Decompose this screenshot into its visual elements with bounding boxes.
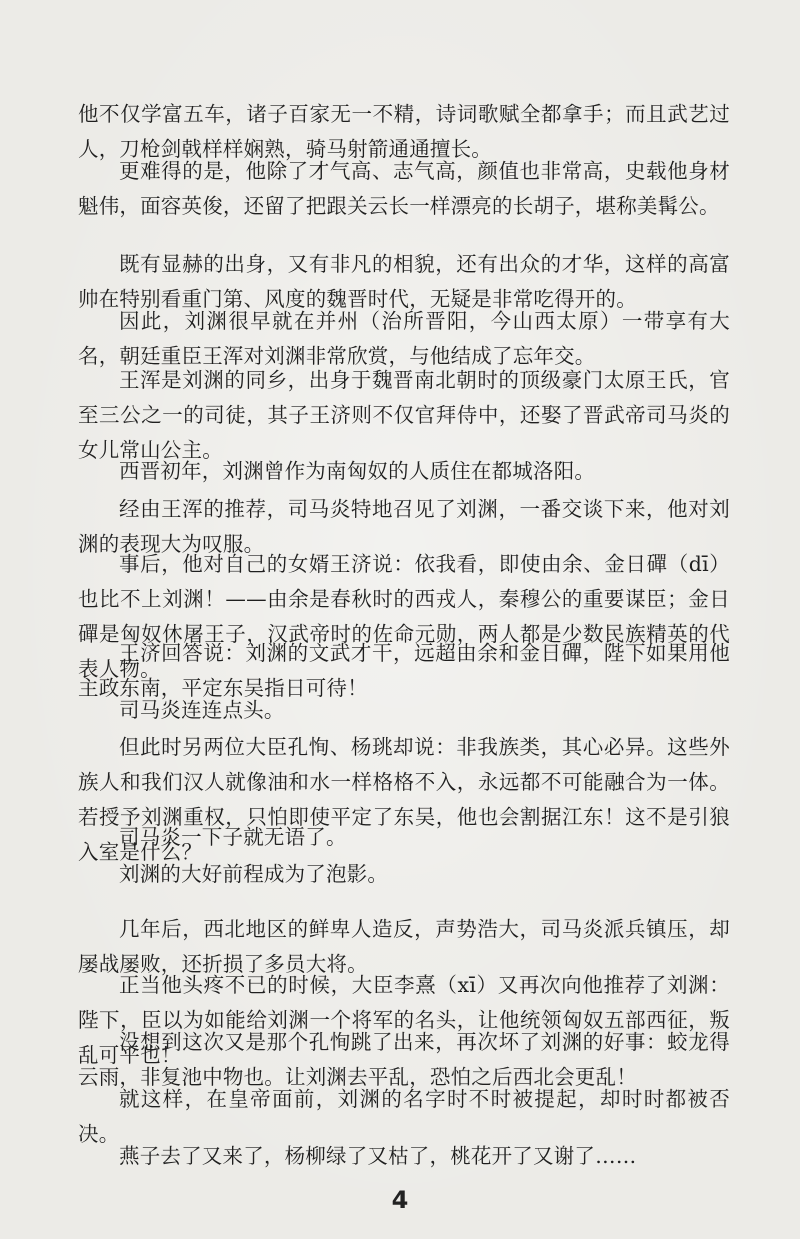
paragraph-text: 事后，他对自己的女婿王济说：依我看，即使由余、金日磾（dī）也比不上刘渊！——由余是春秋时的西戎人，秦穆公的重要谋臣；金日磾是匈奴休屠王子，汉武帝时的佐命元勋，两人都是少数民族精英的代表人物。 xyxy=(78,552,730,681)
paragraph-text: 更难得的是，他除了才气高、志气高，颜值也非常高，史载他身材魁伟，面容英俊，还留了把跟关云长一样漂亮的长胡子，堪称美髯公。 xyxy=(78,159,730,218)
paragraph-text: 刘渊的大好前程成为了泡影。 xyxy=(119,862,389,886)
page-number: 4 xyxy=(391,1186,409,1214)
paragraph-text: 西晋初年，刘渊曾作为南匈奴的人质住在都城洛阳。 xyxy=(119,459,596,483)
paragraph-text: 正当他头疼不已的时候，大臣李熹（xī）又再次向他推荐了刘渊：陛下，臣以为如能给刘渊一个将军的名头，让他统领匈奴五部西征，叛乱可平也！ xyxy=(78,973,730,1067)
paragraph-text: 既有显赫的出身，又有非凡的相貌，还有出众的才华，这样的高富帅在特别看重门第、风度的魏晋时代，无疑是非常吃得开的。 xyxy=(78,252,730,311)
paragraph-text: 没想到这次又是那个孔恂跳了出来，再次坏了刘渊的好事：蛟龙得云雨，非复池中物也。让刘渊去平乱，恐怕之后西北会更乱！ xyxy=(78,1030,730,1089)
paragraph-text: 就这样，在皇帝面前，刘渊的名字时不时被提起，却时时都被否决。 xyxy=(78,1087,730,1146)
paragraph-text: 但此时另两位大臣孔恂、杨珧却说：非我族类，其心必异。这些外族人和我们汉人就像油和水一样格格不入，永远都不可能融合为一体。若授予刘渊重权，只怕即使平定了东吴，他也会割据江东！这不是引狼入室是什么？ xyxy=(78,735,730,864)
paragraph-text: 王济回答说：刘渊的文武才干，远超由余和金日磾，陛下如果用他主政东南，平定东吴指日可待！ xyxy=(78,641,730,700)
paragraph xyxy=(78,1139,730,1174)
paragraph-text: 他不仅学富五车，诸子百家无一不精，诗词歌赋全都拿手；而且武艺过人，刀枪剑戟样样娴熟，骑马射箭通通擅长。 xyxy=(78,102,730,161)
paragraph xyxy=(78,454,730,489)
paragraph xyxy=(78,154,730,224)
paragraph-text: 司马炎一下子就无语了。 xyxy=(119,825,347,849)
paragraph xyxy=(78,363,730,468)
paragraph-text: 王浑是刘渊的同乡，出身于魏晋南北朝时的顶级豪门太原王氏，官至三公之一的司徒，其子王济则不仅官拜侍中，还娶了晋武帝司马炎的女儿常山公主。 xyxy=(78,368,730,462)
paragraph-text: 经由王浑的推荐，司马炎特地召见了刘渊，一番交谈下来，他对刘渊的表现大为叹服。 xyxy=(78,497,730,556)
paragraph xyxy=(78,857,730,892)
paragraph xyxy=(78,820,730,855)
paragraph xyxy=(78,693,730,728)
paragraph-text: 几年后，西北地区的鲜卑人造反，声势浩大，司马炎派兵镇压，却屡战屡败，还折损了多员大将。 xyxy=(78,917,730,976)
paragraph-text: 因此，刘渊很早就在并州（治所晋阳，今山西太原）一带享有大名，朝廷重臣王浑对刘渊非常欣赏，与他结成了忘年交。 xyxy=(78,309,730,368)
paragraph-text: 司马炎连连点头。 xyxy=(119,698,285,722)
paragraph-text: 燕子去了又来了，杨柳绿了又枯了，桃花开了又谢了…… xyxy=(119,1144,637,1168)
